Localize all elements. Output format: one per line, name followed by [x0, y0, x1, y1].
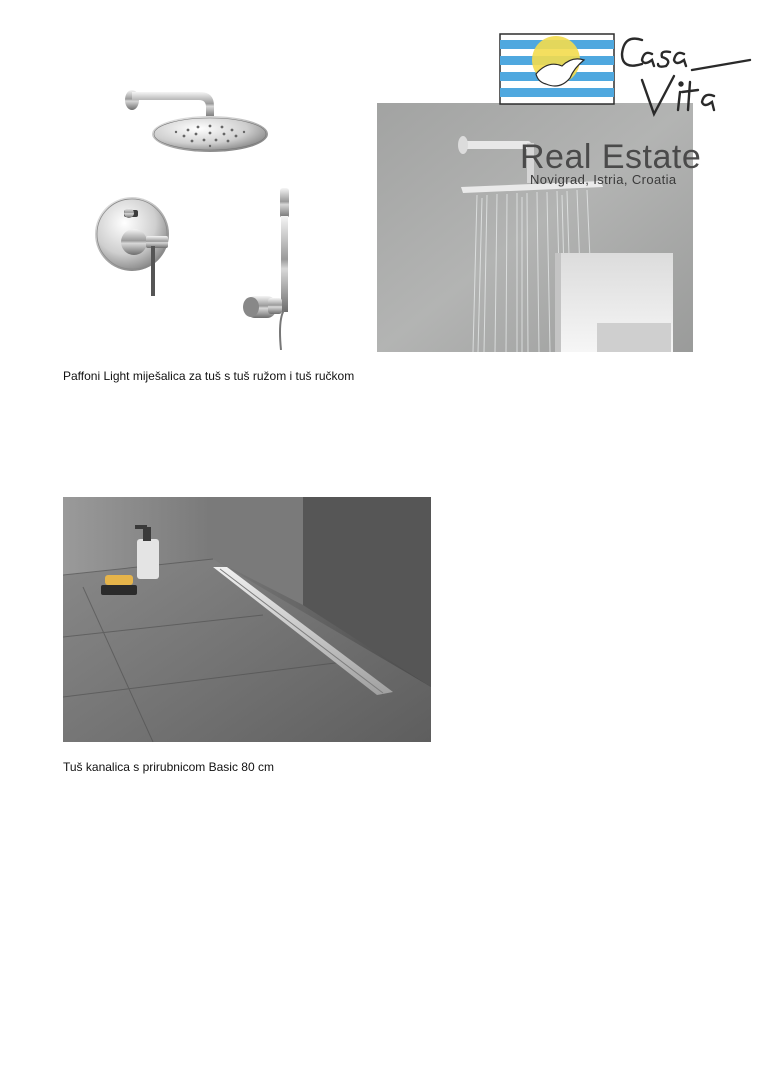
brand-script-lettering: [622, 39, 750, 114]
soap-dispenser: [137, 539, 159, 579]
shower-set-illustration: [88, 70, 316, 350]
casa-vita-brand-mark: [492, 20, 754, 130]
casa-vita-logo: [492, 20, 754, 190]
linear-drain-photo: [63, 497, 431, 742]
product-caption-shower-mixer: Paffoni Light miješalica za tuš s tuš ružom i tuš ručkom: [63, 369, 355, 383]
logo-tagline-location: Novigrad, Istria, Croatia: [530, 172, 677, 187]
mixer-wall-plate: [95, 197, 169, 296]
shower-set-product-image: [88, 70, 316, 350]
logo-tagline-title: Real Estate: [520, 138, 702, 176]
product-caption-shower-drain: Tuš kanalica s prirubnicom Basic 80 cm: [63, 760, 274, 774]
hand-shower: [243, 188, 289, 350]
shower-arm: [125, 90, 214, 118]
rain-shower-head: [152, 116, 268, 152]
soap-bar: [105, 575, 133, 585]
linear-drain-scene: [63, 497, 431, 742]
